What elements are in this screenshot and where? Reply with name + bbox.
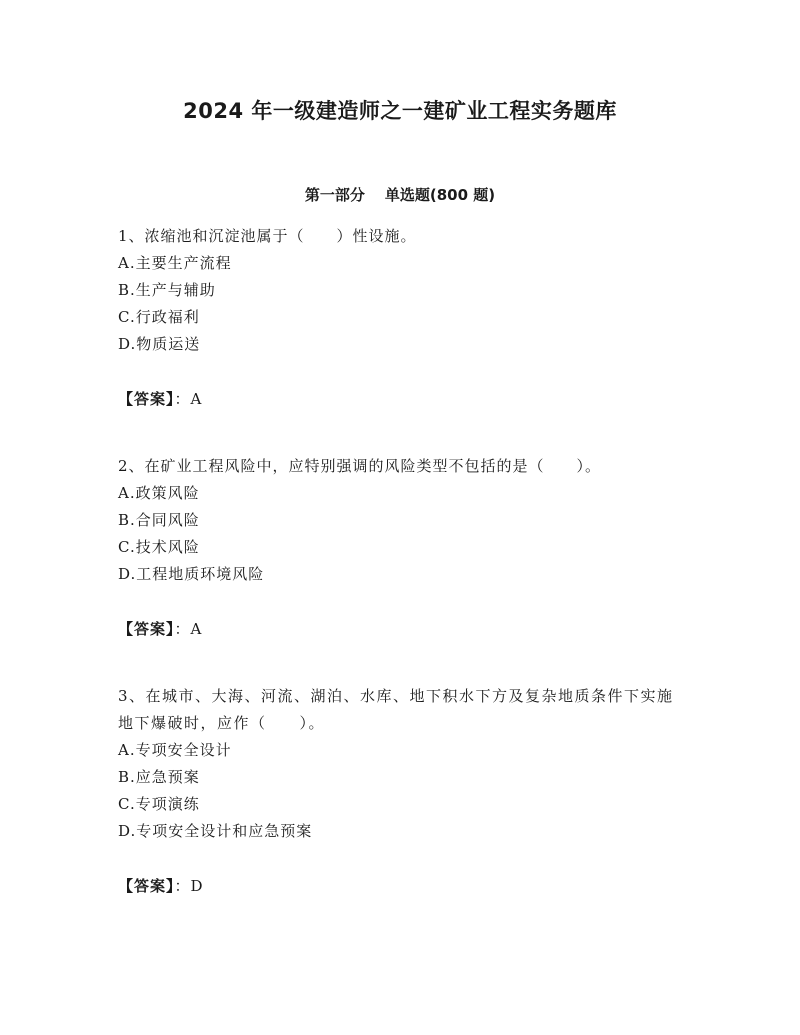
question-2 bbox=[118, 453, 688, 643]
answer-line bbox=[118, 386, 688, 413]
option-a: A.政策风险 bbox=[118, 484, 200, 502]
question-stem: 2、在矿业工程风险中，应特别强调的风险类型不包括的是（ ）。 bbox=[118, 457, 602, 475]
answer-value: A bbox=[190, 620, 203, 638]
option-b: B.合同风险 bbox=[118, 511, 200, 529]
answer-value: A bbox=[190, 390, 203, 408]
answer-line bbox=[118, 873, 688, 900]
answer-line bbox=[118, 616, 688, 643]
option-b: B.生产与辅助 bbox=[118, 281, 216, 299]
option-c: C.专项演练 bbox=[118, 795, 200, 813]
option-a: A.主要生产流程 bbox=[118, 254, 232, 272]
answer-separator: ： bbox=[174, 390, 191, 408]
document-title: 2024 年一级建造师之一建矿业工程实务题库 bbox=[183, 99, 617, 123]
option-c: C.行政福利 bbox=[118, 308, 200, 326]
answer-separator: ： bbox=[174, 877, 191, 895]
section-name: 单选题(800 题) bbox=[384, 186, 496, 204]
option-a: A.专项安全设计 bbox=[118, 741, 232, 759]
answer-value: D bbox=[190, 877, 204, 895]
answer-label: 【答案】 bbox=[118, 877, 175, 895]
section-part: 第一部分 bbox=[304, 186, 365, 204]
answer-separator: ： bbox=[174, 620, 191, 638]
question-stem: 1、浓缩池和沉淀池属于（ ）性设施。 bbox=[118, 227, 417, 245]
option-d: D.物质运送 bbox=[118, 335, 201, 353]
option-d: D.工程地质环境风险 bbox=[118, 565, 265, 583]
answer-label: 【答案】 bbox=[118, 620, 175, 638]
option-d: D.专项安全设计和应急预案 bbox=[118, 822, 313, 840]
question-stem: 3、在城市、大海、河流、湖泊、水库、地下积水下方及复杂地质条件下实施地下爆破时，应作（ ）。 bbox=[118, 687, 674, 732]
question-1 bbox=[118, 223, 688, 413]
section-heading bbox=[0, 184, 800, 205]
option-b: B.应急预案 bbox=[118, 768, 200, 786]
option-c: C.技术风险 bbox=[118, 538, 200, 556]
question-3 bbox=[118, 683, 688, 900]
answer-label: 【答案】 bbox=[118, 390, 175, 408]
